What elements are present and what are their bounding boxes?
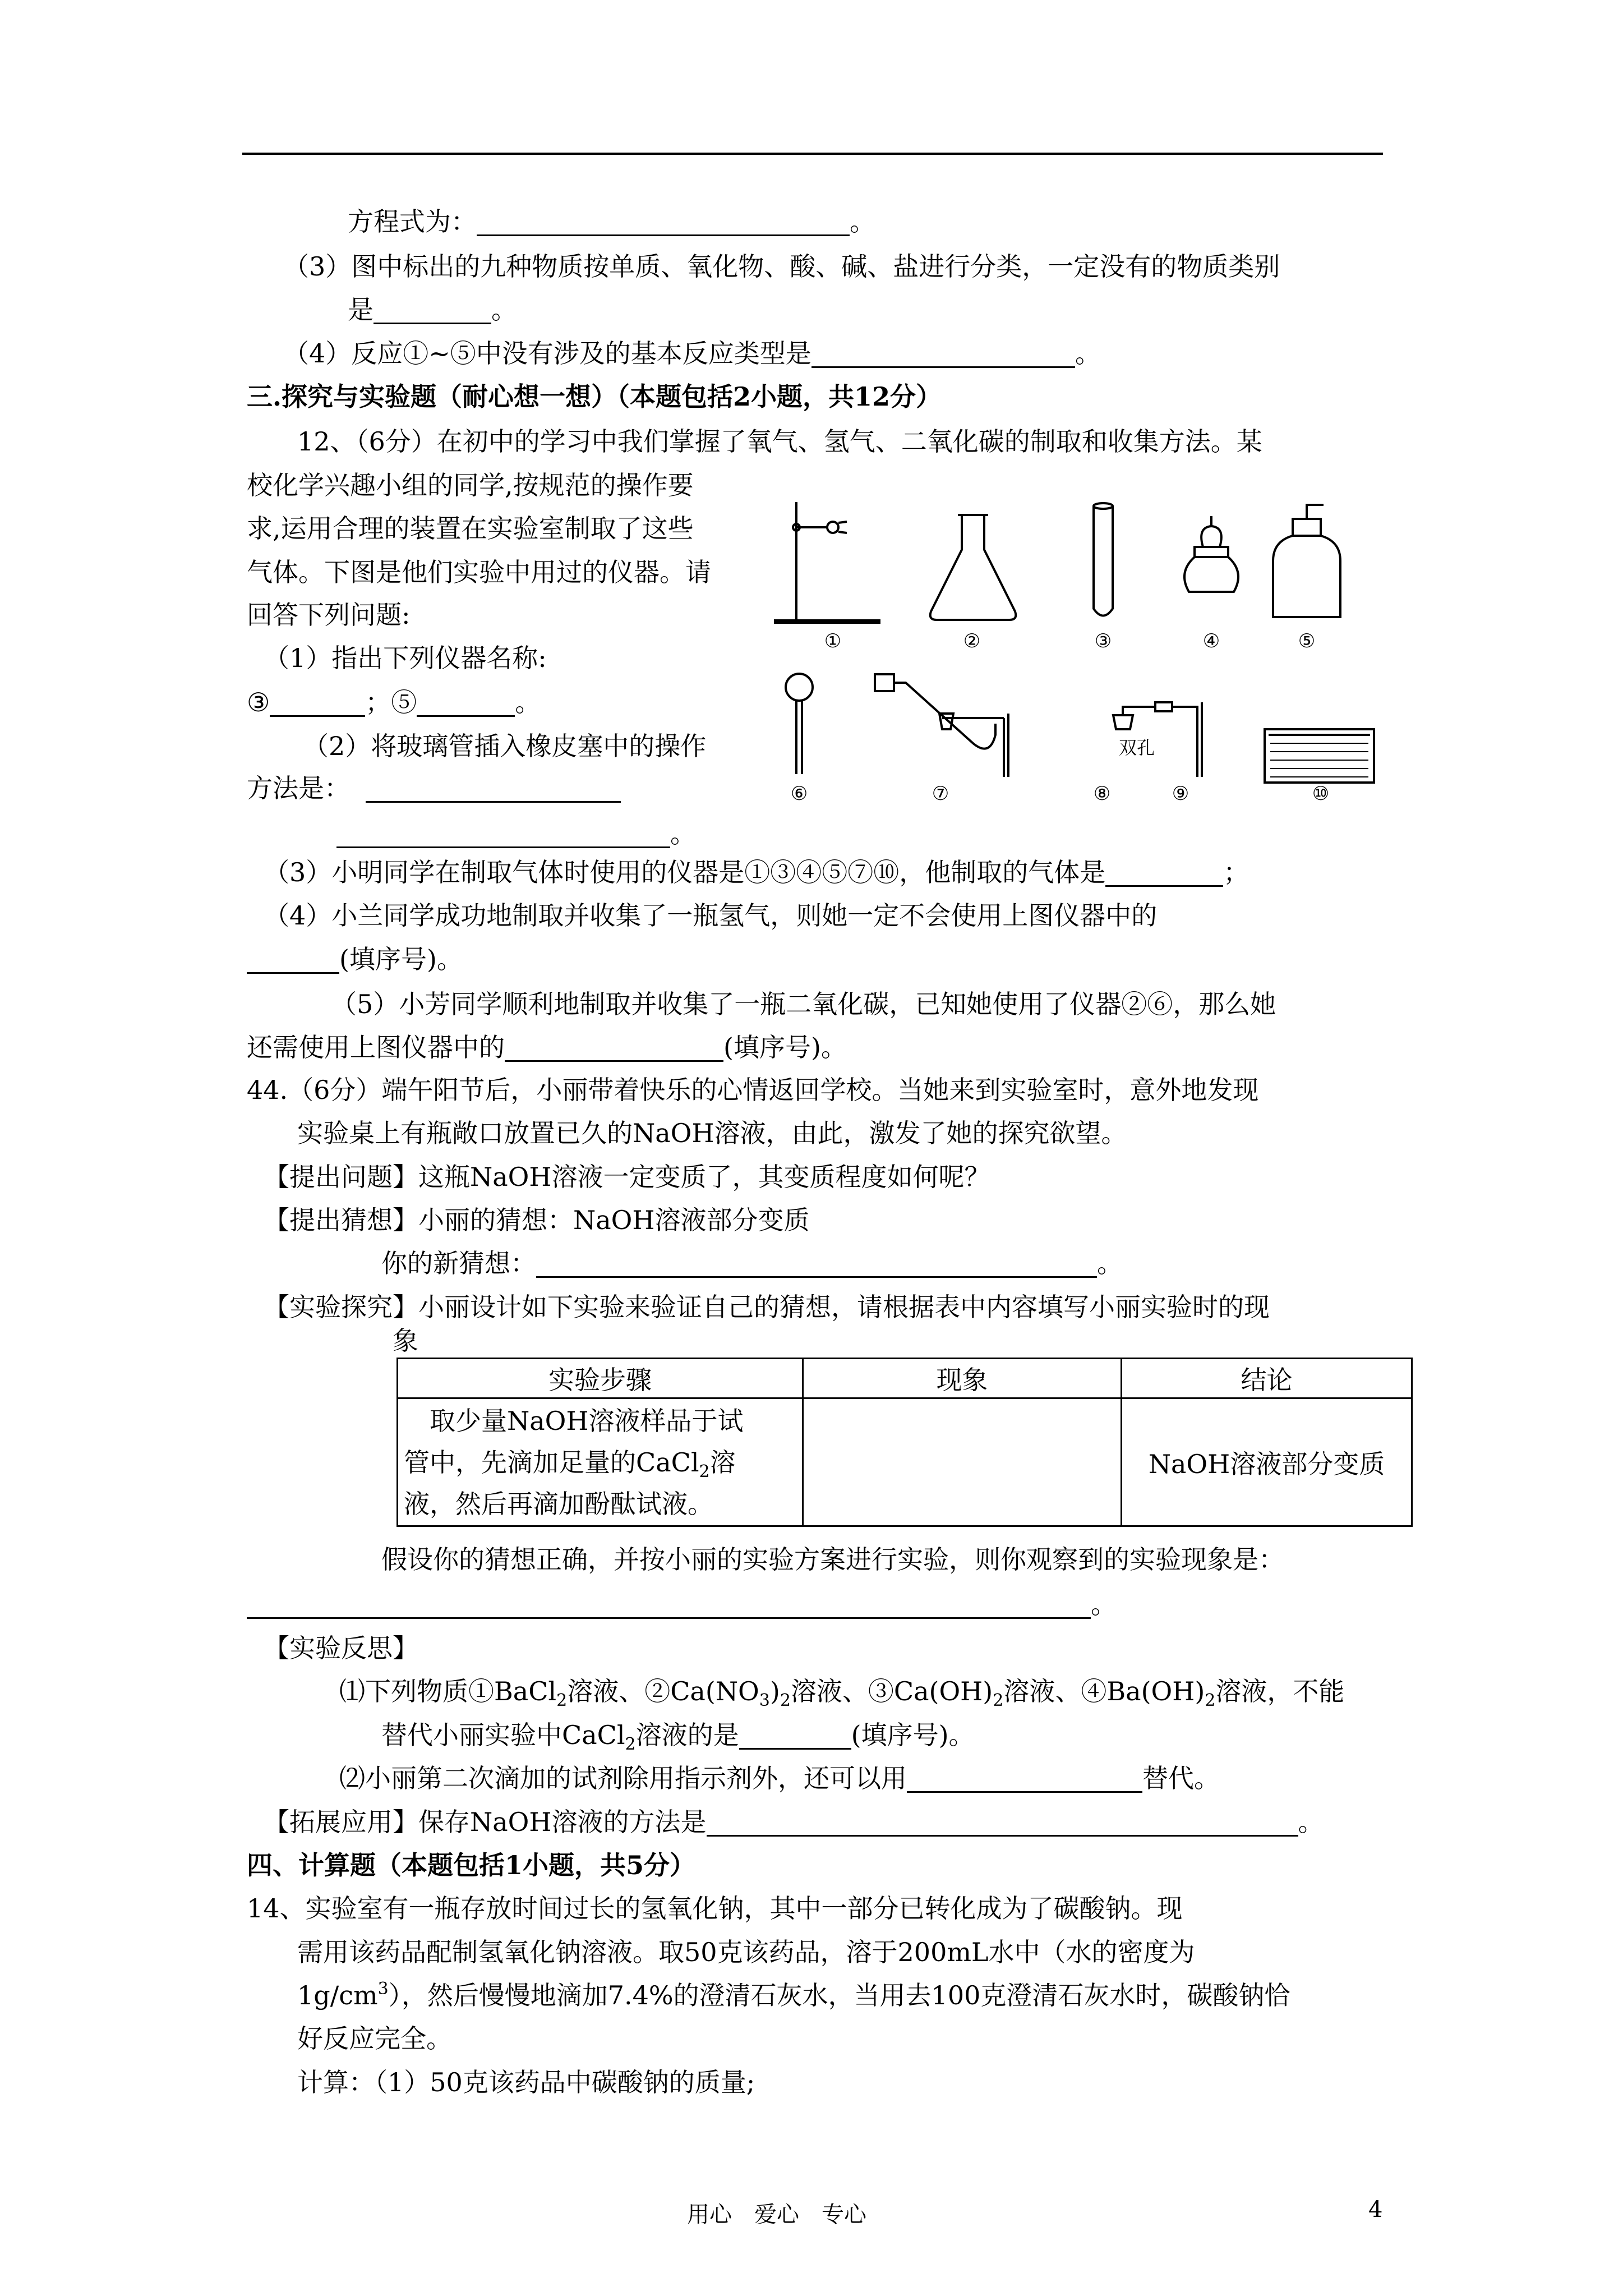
text-line: 校化学兴趣小组的同学,按规范的操作要 <box>247 470 694 500</box>
answer-blank[interactable] <box>907 1766 1142 1793</box>
table-header: 结论 <box>1122 1359 1412 1398</box>
figure-label: ① <box>824 630 842 652</box>
text-line: $1g/cm^3$），然后慢慢地滴加7.4%的澄清石灰水，当用去100克澄清石灰水时，碳酸钠恰 <box>297 1979 1290 2010</box>
answer-blank[interactable] <box>270 691 365 717</box>
answer-blank[interactable] <box>417 691 515 717</box>
table-header: 实验步骤 <box>398 1359 803 1398</box>
text-line: (填序号)。 <box>247 942 463 976</box>
text-line: 12、（6分）在初中的学习中我们掌握了氧气、氢气、二氧化碳的制取和收集方法。某 <box>297 426 1262 457</box>
figure-label: ⑩ <box>1312 783 1330 805</box>
text-line: 【提出问题】这瓶NaOH溶液一定变质了，其变质程度如何呢？ <box>264 1162 990 1192</box>
text-line: ③ ；⑤ 。 <box>247 687 541 717</box>
figure-label: ⑧ <box>1093 783 1111 805</box>
answer-blank[interactable] <box>247 1593 1091 1619</box>
text-line: 计算：（1）50克该药品中碳酸钠的质量; <box>297 2067 755 2097</box>
answer-blank[interactable] <box>505 1036 723 1062</box>
text-line: 是 。 <box>348 295 517 325</box>
text-line: 气体。下图是他们实验中用过的仪器。请 <box>247 557 711 587</box>
figure-label: ⑥ <box>790 783 808 805</box>
text-line: 【提出猜想】小丽的猜想：NaOH溶液部分变质 <box>264 1205 810 1235</box>
text-line: 44.（6分）端午阳节后，小丽带着快乐的心情返回学校。当她来到实验室时，意外地发现 <box>247 1075 1259 1105</box>
figure-label: ⑤ <box>1298 630 1316 652</box>
figure-label: ④ <box>1202 630 1220 652</box>
experiment-table <box>396 1358 1413 1527</box>
step-cell: 取少量NaOH溶液样品于试 管中，先滴加足量的CaCl$_2$溶 液，然后再滴加酚酞试液。 <box>398 1398 803 1526</box>
text-line: （3）小明同学在制取气体时使用的仪器是①③④⑤⑦⑩，他制取的气体是 ； <box>264 857 1249 887</box>
text-line: （4）反应①~⑤中没有涉及的基本反应类型是 。 <box>283 338 1101 369</box>
answer-blank[interactable] <box>739 1723 851 1750</box>
answer-blank[interactable] <box>374 298 491 324</box>
text-line: 好反应完全。 <box>297 2023 452 2054</box>
header-rule <box>242 153 1383 155</box>
answer-blank[interactable] <box>247 947 339 974</box>
section-heading: 三.探究与实验题（耐心想一想）（本题包括2小题，共12分） <box>247 381 942 412</box>
answer-blank[interactable] <box>811 342 1075 368</box>
text-line: （5）小芳同学顺利地制取并收集了一瓶二氧化碳，已知她使用了仪器②⑥，那么她 <box>331 989 1276 1019</box>
text-line: 实验桌上有瓶敞口放置已久的NaOH溶液，由此，激发了她的探究欲望。 <box>297 1118 1127 1148</box>
page-number: 4 <box>1368 2197 1383 2223</box>
text-line: 【拓展应用】保存NaOH溶液的方法是 。 <box>264 1807 1324 1837</box>
apparatus-figure <box>768 494 1396 813</box>
apparatus-drawing <box>768 494 1396 813</box>
text-line: 。 <box>247 1588 1117 1621</box>
two-hole-label: 双孔 <box>1119 737 1155 758</box>
text-line: 需用该药品配制氢氧化钠溶液。取50克该药品，溶于200mL水中（水的密度为 <box>297 1937 1195 1967</box>
text-line: 还需使用上图仪器中的 (填序号)。 <box>247 1032 847 1062</box>
text-line: （3）图中标出的九种物质按单质、氧化物、酸、碱、盐进行分类，一定没有的物质类别 <box>283 251 1280 282</box>
figure-label: ③ <box>1094 630 1112 652</box>
phenomenon-cell[interactable] <box>803 1398 1122 1526</box>
text-line: 替代小丽实验中CaCl$_2$溶液的是 (填序号)。 <box>381 1720 975 1754</box>
answer-blank[interactable] <box>336 822 670 848</box>
text-line: ⑴下列物质①BaCl$_2$溶液、$②Ca(NO_3)_2$溶液、$③Ca(OH)_2$溶液、$④Ba(OH)_2$溶液，不能 <box>339 1676 1345 1710</box>
text-line: 方法是： <box>247 771 621 805</box>
figure-label: ⑨ <box>1172 783 1189 805</box>
figure-label: ⑦ <box>932 783 949 805</box>
text-line: 【实验反思】 <box>264 1633 418 1663</box>
answer-blank[interactable] <box>536 1251 1097 1278</box>
text-line: 你的新猜想： 。 <box>381 1248 1123 1278</box>
conclusion-cell: NaOH溶液部分变质 <box>1122 1398 1412 1526</box>
text-line: 【实验探究】小丽设计如下实验来验证自己的猜想，请根据表中内容填写小丽实验时的现 <box>264 1292 1270 1322</box>
section-heading: 四、计算题（本题包括1小题，共5分） <box>247 1850 696 1880</box>
text-line: （2）将玻璃管插入橡皮塞中的操作 <box>303 731 707 761</box>
text-line: 求,运用合理的装置在实验室制取了这些 <box>247 513 694 544</box>
text-line: （1）指出下列仪器名称: <box>264 643 547 673</box>
answer-blank[interactable] <box>707 1810 1298 1837</box>
text-line: 14、实验室有一瓶存放时间过长的氢氧化钠，其中一部分已转化成为了碳酸钠。现 <box>247 1893 1183 1924</box>
table-header: 现象 <box>803 1359 1122 1398</box>
table-row <box>398 1398 1412 1526</box>
answer-blank[interactable] <box>477 210 850 236</box>
text-line: 方程式为： 。 <box>348 206 875 237</box>
text-line: 象 <box>393 1326 418 1356</box>
text-line: 。 <box>336 817 696 850</box>
text-line: 回答下列问题: <box>247 600 411 630</box>
text-line: ⑵小丽第二次滴加的试剂除用指示剂外，还可以用 替代。 <box>339 1763 1220 1793</box>
answer-blank[interactable] <box>366 776 621 803</box>
answer-blank[interactable] <box>1105 861 1223 887</box>
text-line: （4）小兰同学成功地制取并收集了一瓶氢气，则她一定不会使用上图仪器中的 <box>264 900 1158 931</box>
text-line: 假设你的猜想正确，并按小丽的实验方案进行实验，则你观察到的实验现象是： <box>381 1544 1284 1575</box>
figure-label: ② <box>963 630 981 652</box>
page-footer: 用心 爱心 专心 <box>687 2202 866 2228</box>
